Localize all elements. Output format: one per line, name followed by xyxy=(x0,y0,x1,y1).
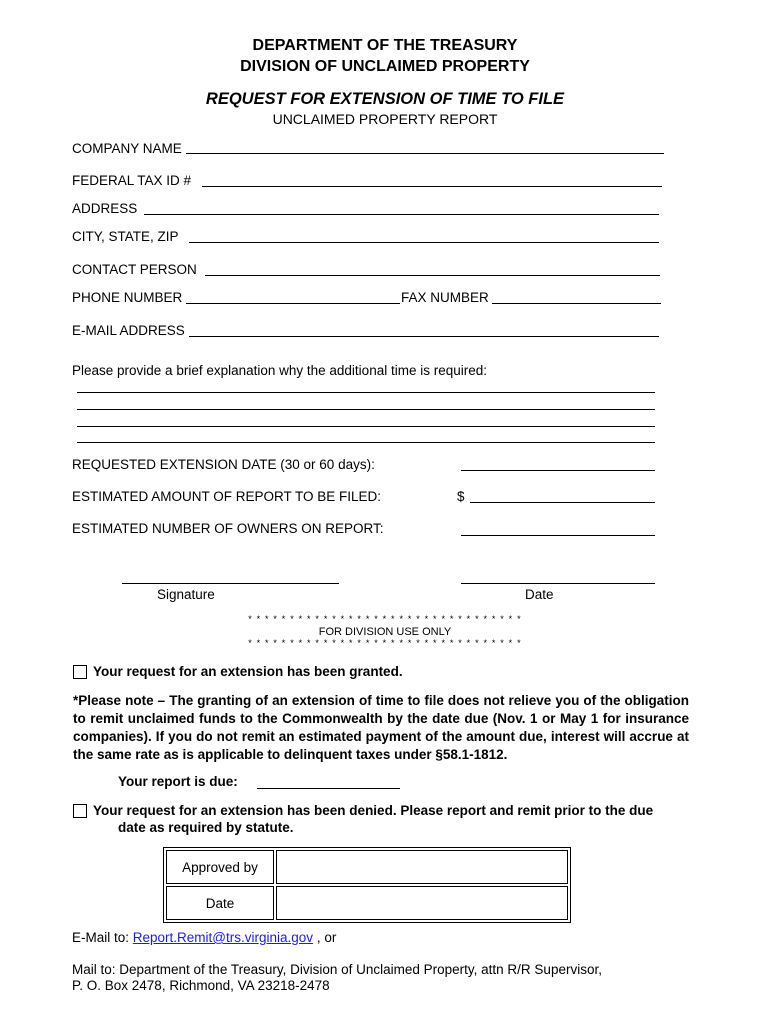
granted-note: *Please note – The granting of an extension of time to file does not relieve you of the obligation to remit unclaimed funds to the Commonwealth by the date due (Nov. 1 or May 1 for insurance companies). If you do not remit an estimated payment of the amount due, interest will accrue at the same rate as is applicable to delinquent taxes under §58.1-1812. xyxy=(73,693,689,762)
approved-by-label: Approved by xyxy=(166,850,274,884)
report-due-label: Your report is due: xyxy=(118,774,238,789)
email-suffix: , or xyxy=(316,930,337,945)
explanation-line-3[interactable] xyxy=(77,426,655,427)
email-line xyxy=(72,930,336,945)
email-address-label: E-MAIL ADDRESS xyxy=(72,323,185,338)
fax-number-field[interactable] xyxy=(492,303,661,304)
approval-table xyxy=(163,847,571,923)
email-link[interactable]: Report.Remit@trs.virginia.gov xyxy=(132,930,314,945)
federal-tax-id-field[interactable] xyxy=(202,186,662,187)
report-due-field[interactable] xyxy=(257,788,400,789)
date-field[interactable] xyxy=(461,583,655,584)
requested-date-field[interactable] xyxy=(461,470,655,471)
mail-line-1: Mail to: Department of the Treasury, Division of Unclaimed Property, attn R/R Supervisor, xyxy=(72,962,602,977)
explanation-line-4[interactable] xyxy=(77,442,655,443)
email-address-field[interactable] xyxy=(189,336,659,337)
explanation-line-2[interactable] xyxy=(77,409,655,410)
contact-person-field[interactable] xyxy=(205,275,660,276)
explanation-line-1[interactable] xyxy=(77,392,655,393)
denied-label-cont: date as required by statute. xyxy=(118,820,294,835)
city-state-zip-label: CITY, STATE, ZIP xyxy=(72,229,179,244)
signature-field[interactable] xyxy=(122,583,339,584)
form-title: REQUEST FOR EXTENSION OF TIME TO FILE xyxy=(205,90,565,108)
requested-date-label: REQUESTED EXTENSION DATE (30 or 60 days): xyxy=(72,457,375,472)
approved-by-field[interactable] xyxy=(276,850,568,884)
denied-checkbox[interactable] xyxy=(73,804,87,818)
address-label: ADDRESS xyxy=(72,201,138,216)
phone-number-field[interactable] xyxy=(186,303,400,304)
form-subtitle: UNCLAIMED PROPERTY REPORT xyxy=(272,111,498,127)
stars-bottom: * * * * * * * * * * * * * * * * * * * * * * * * * * * * * * * * * xyxy=(248,638,522,648)
granted-checkbox[interactable] xyxy=(73,665,87,679)
phone-number-label: PHONE NUMBER xyxy=(72,290,183,305)
federal-tax-id-label: FEDERAL TAX ID # xyxy=(72,173,192,188)
company-name-field[interactable] xyxy=(186,153,664,154)
estimated-amount-field[interactable] xyxy=(470,502,655,503)
dollar-sign: $ xyxy=(457,489,465,504)
stars-top: * * * * * * * * * * * * * * * * * * * * * * * * * * * * * * * * * xyxy=(248,614,522,624)
estimated-amount-label: ESTIMATED AMOUNT OF REPORT TO BE FILED: xyxy=(72,489,382,504)
approval-date-field[interactable] xyxy=(276,886,568,920)
city-state-zip-field[interactable] xyxy=(189,242,659,243)
estimated-owners-label: ESTIMATED NUMBER OF OWNERS ON REPORT: xyxy=(72,521,384,536)
explanation-prompt: Please provide a brief explanation why the additional time is required: xyxy=(72,363,487,378)
fax-number-label: FAX NUMBER xyxy=(401,290,489,305)
department-title: DEPARTMENT OF THE TREASURY xyxy=(252,37,518,54)
mail-line-2: P. O. Box 2478, Richmond, VA 23218-2478 xyxy=(72,978,330,993)
denied-label: Your request for an extension has been denied. Please report and remit prior to the due xyxy=(93,803,654,818)
email-prefix: E-Mail to: xyxy=(72,930,130,945)
date-label: Date xyxy=(525,587,554,602)
division-use-label: FOR DIVISION USE ONLY xyxy=(318,626,452,638)
signature-label: Signature xyxy=(157,587,215,602)
division-title: DIVISION OF UNCLAIMED PROPERTY xyxy=(240,58,530,75)
contact-person-label: CONTACT PERSON xyxy=(72,262,197,277)
address-field[interactable] xyxy=(144,214,659,215)
company-name-label: COMPANY NAME xyxy=(72,141,182,156)
granted-label: Your request for an extension has been granted. xyxy=(93,664,403,679)
estimated-owners-field[interactable] xyxy=(461,535,655,536)
approval-date-label: Date xyxy=(166,886,274,920)
